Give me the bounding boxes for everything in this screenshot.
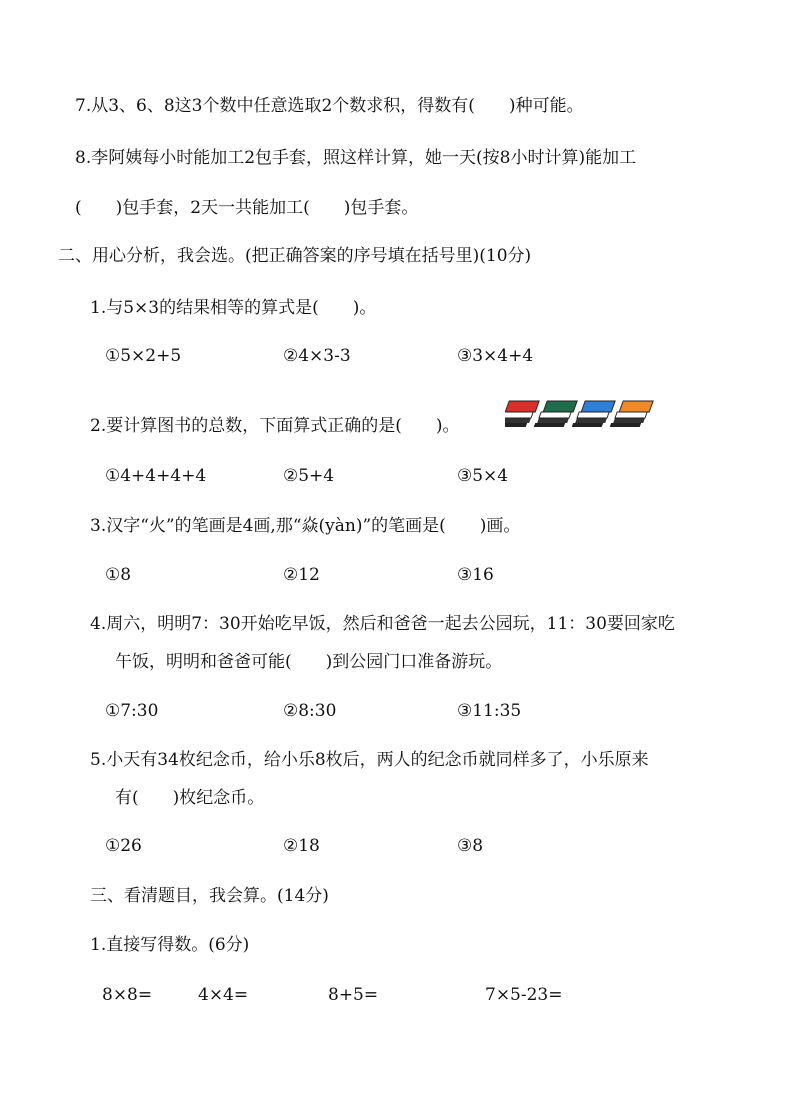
s2-q4-option-1: ①7:30 — [105, 701, 159, 721]
s2-question-2: 2.要计算图书的总数，下面算式正确的是( )。 — [90, 416, 460, 436]
books-illustration — [505, 396, 665, 430]
s2-q1-option-1: ①5×2+5 — [105, 346, 182, 366]
s2-q3-option-3: ③16 — [457, 565, 494, 585]
book-stack-green-icon — [534, 401, 577, 427]
s2-q2-option-3: ③5×4 — [457, 466, 509, 486]
s2-question-1: 1.与5×3的结果相等的算式是( )。 — [90, 298, 377, 318]
section-2-heading: 二、用心分析，我会选。(把正确答案的序号填在括号里)(10分) — [58, 246, 532, 266]
book-stack-orange-icon — [610, 401, 653, 427]
s2-q5-option-2: ②18 — [283, 836, 320, 856]
s2-q2-option-1: ①4+4+4+4 — [105, 466, 207, 486]
book-stack-blue-icon — [572, 401, 615, 427]
s2-q3-option-1: ①8 — [105, 565, 132, 585]
s2-q4-option-3: ③11:35 — [457, 701, 522, 721]
calc-4: 7×5-23= — [485, 985, 563, 1005]
s2-q5-option-1: ①26 — [105, 836, 142, 856]
s2-question-5-line2: 有( )枚纪念币。 — [115, 788, 265, 808]
calc-2: 4×4= — [198, 985, 249, 1005]
book-stack-red-icon — [505, 401, 539, 427]
s2-q3-option-2: ②12 — [283, 565, 320, 585]
section-3-heading: 三、看清题目，我会算。(14分) — [90, 886, 329, 906]
s2-question-4-line2: 午饭，明明和爸爸可能( )到公园门口准备游玩。 — [115, 652, 503, 672]
s2-question-5-line1: 5.小天有34枚纪念币，给小乐8枚后，两人的纪念币就同样多了，小乐原来 — [90, 750, 649, 770]
s2-q1-option-2: ②4×3-3 — [283, 346, 351, 366]
s2-question-3: 3.汉字“火”的笔画是4画,那“焱(yàn)”的笔画是( )画。 — [90, 516, 521, 536]
s2-q1-option-3: ③3×4+4 — [457, 346, 534, 366]
s2-q5-option-3: ③8 — [457, 836, 484, 856]
s2-q2-option-2: ②5+4 — [283, 466, 335, 486]
s2-q4-option-2: ②8:30 — [283, 701, 337, 721]
s3-question-1: 1.直接写得数。(6分) — [90, 935, 250, 955]
question-8-line2: ( )包手套，2天一共能加工( )包手套。 — [75, 198, 419, 218]
question-8-line1: 8.李阿姨每小时能加工2包手套，照这样计算，她一天(按8小时计算)能加工 — [75, 148, 637, 168]
question-7: 7.从3、6、8这3个数中任意选取2个数求积，得数有( )种可能。 — [75, 96, 584, 116]
calc-3: 8+5= — [328, 985, 379, 1005]
calc-1: 8×8= — [102, 985, 153, 1005]
s2-question-4-line1: 4.周六，明明7：30开始吃早饭，然后和爸爸一起去公园玩，11：30要回家吃 — [90, 614, 675, 634]
